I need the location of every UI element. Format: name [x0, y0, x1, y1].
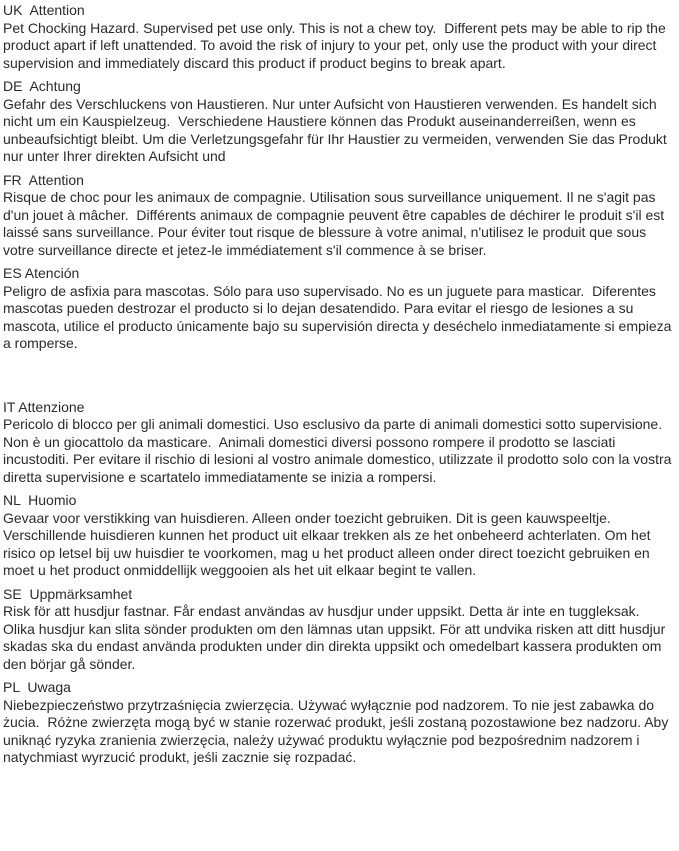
warning-heading-it: IT Attenzione	[3, 398, 85, 415]
warning-body-se: Risk för att husdjur fastnar. Får endast användas av husdjur under uppsikt. Detta är inte en tuggleksak. Olika husdjur kan slita sönder produkten om den lämnas utan uppsikt. För att undvika risken att ditt husdjur skadas ska du endast använda produkten under din direkta uppsikt och omedelbart kassera produkten om den börjar gå sönder.	[3, 603, 670, 672]
warning-body-it: Pericolo di blocco per gli animali domestici. Uso esclusivo da parte di animali domestici sotto supervisione. Non è un giocattolo da masticare. Animali domestici diversi possono rompere il prodotto se lasciati incustoditi. Per evitare il rischio di lesioni al vostro animale domestico, utilizzate il prodotto solo con la vostra diretta supervisione e scartatelo immediatamente se inizia a rompersi.	[3, 416, 676, 485]
warning-section-nl	[3, 492, 675, 580]
warning-heading-de: DE Achtung	[3, 78, 81, 94]
warning-heading-es: ES Atención	[3, 265, 80, 281]
warning-section-es	[3, 265, 675, 353]
warning-section-fr	[3, 172, 675, 260]
warning-heading-uk: UK Attention	[3, 2, 85, 18]
warning-section-it	[3, 399, 675, 487]
warning-heading-pl: PL Uwaga	[3, 679, 71, 695]
warning-section-pl	[3, 679, 675, 767]
warning-body-fr: Risque de choc pour les animaux de compagnie. Utilisation sous surveillance uniquement. Il ne s'agit pas d'un jouet à mâcher. Différents animaux de compagnie peuvent être capables de déchirer le produit s'il est laissé sans surveillance. Pour éviter tout risque de blessure à votre animal, n'utilisez le produit que sous votre surveillance directe et jetez-le immédiatement s'il commence à se briser.	[3, 189, 669, 258]
warning-heading-nl: NL Huomio	[3, 492, 77, 508]
warning-section-uk	[3, 2, 675, 72]
warning-body-es: Peligro de asfixia para mascotas. Sólo para uso supervisado. No es un juguete para masticar. Diferentes mascotas pueden destrozar el producto si lo dejan desatendido. Para evitar el riesgo de lesiones a su mascota, utilice el producto únicamente bajo su supervisión directa y deséchelo inmediatamente si empieza a romperse.	[3, 282, 676, 351]
warning-body-de: Gefahr des Verschluckens von Haustieren. Nur unter Aufsicht von Haustieren verwenden. Es handelt sich nicht um ein Kauspielzeug. Verschiedene Haustiere können das Produkt auseinanderreißen, wenn es unbeaufsichtigt bleibt. Um die Verletzungsgefahr für Ihr Haustier zu vermeiden, verwenden Sie das Produkt nur unter Ihrer direkten Aufsicht und	[3, 95, 671, 164]
warning-body-nl: Gevaar voor verstikking van huisdieren. Alleen onder toezicht gebruiken. Dit is geen kauwspeeltje. Verschillende huisdieren kunnen het product uit elkaar trekken als ze het onbeheerd achterlaten. Om het risico op letsel bij uw huisdier te voorkomen, mag u het product alleen onder direct toezicht gebruiken en moet u het product onmiddellijk weggooien als het uit elkaar begint te vallen.	[3, 509, 655, 578]
warning-body-uk: Pet Chocking Hazard. Supervised pet use only. This is not a chew toy. Different pets may be able to rip the product apart if left unattended. To avoid the risk of injury to your pet, only use the product with your direct supervision and immediately discard this product if product begins to break apart.	[3, 19, 670, 71]
warning-body-pl: Niebezpieczeństwo przytrzaśnięcia zwierzęcia. Używać wyłącznie pod nadzorem. To nie jest zabawka do żucia. Różne zwierzęta mogą być w stanie rozerwać produkt, jeśli zostaną pozostawione bez nadzoru. Aby uniknąć ryzyka zranienia zwierzęcia, należy używać produktu wyłącznie pod bezpośrednim nadzorem i natychmiast wyrzucić produkt, jeśli zacznie się rozpadać.	[3, 696, 673, 765]
warning-section-se	[3, 586, 675, 674]
warning-heading-se: SE Uppmärksamhet	[3, 585, 133, 602]
warning-section-de	[3, 78, 675, 166]
warning-heading-fr: FR Attention	[3, 171, 84, 188]
